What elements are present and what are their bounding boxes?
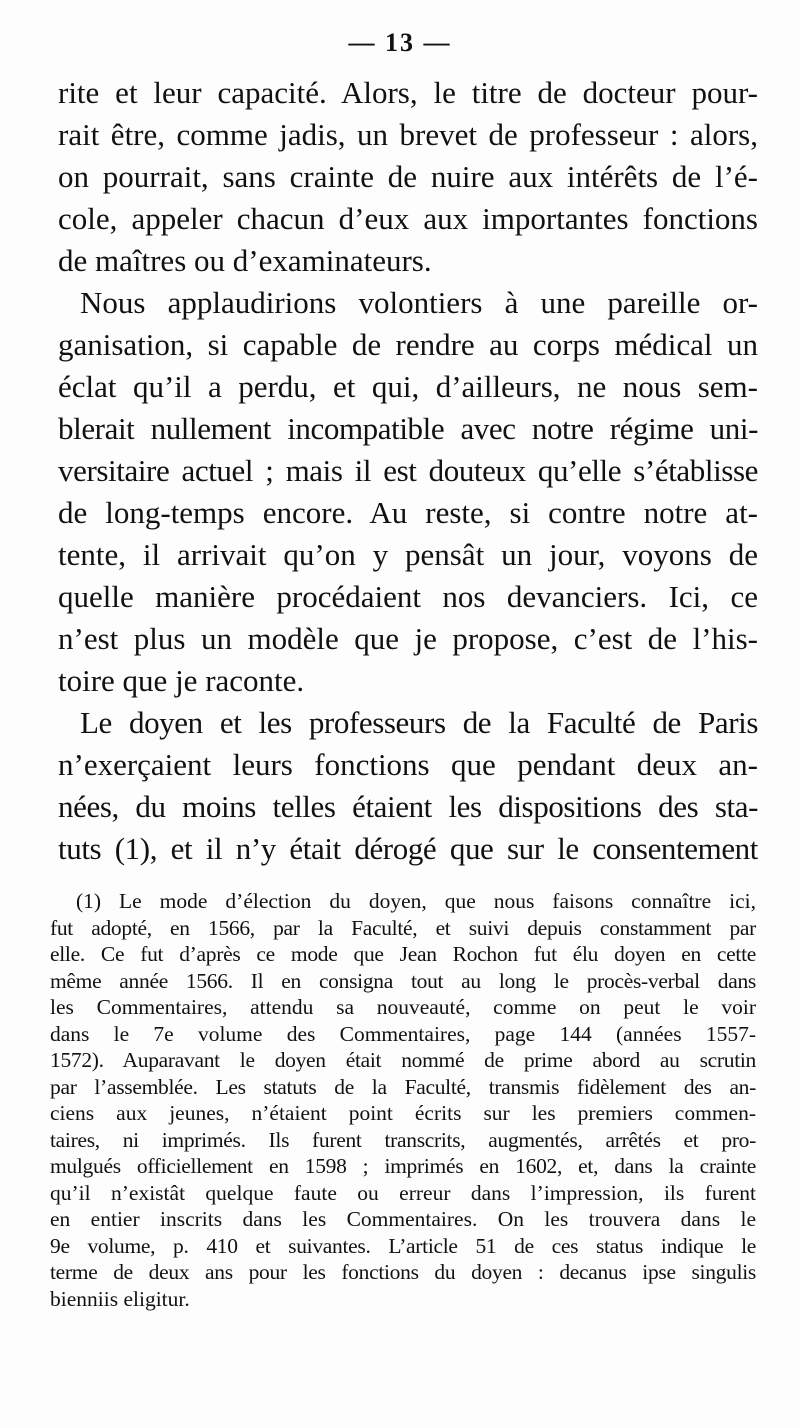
text-line: tente, il arrivait qu’on y pensât un jour, voyons de bbox=[58, 537, 758, 572]
text-line: nées, du moins telles étaient les dispositions des sta- bbox=[58, 789, 758, 824]
text-line: quelle manière procédaient nos devanciers. Ici, ce bbox=[58, 579, 758, 614]
text-line: versitaire actuel ; mais il est douteux qu’elle s’établisse bbox=[58, 453, 758, 488]
footnote-line: par l’assemblée. Les statuts de la Faculté, transmis fidèlement des an- bbox=[50, 1074, 756, 1099]
page-number-header: — 13 — bbox=[348, 28, 452, 57]
footnote-line: en entier inscrits dans les Commentaires. On les trouvera dans le bbox=[50, 1207, 756, 1231]
text-line: éclat qu’il a perdu, et qui, d’ailleurs, ne nous sem- bbox=[58, 369, 758, 404]
text-line: toire que je raconte. bbox=[58, 663, 305, 698]
footnote-line: 9e volume, p. 410 et suivantes. L’article 51 de ces status indique le bbox=[50, 1233, 756, 1258]
text-line: de long-temps encore. Au reste, si contre notre at- bbox=[58, 495, 758, 530]
footnote-line: dans le 7e volume des Commentaires, page 144 (années 1557- bbox=[50, 1021, 756, 1046]
footnote-line: mulgués officiellement en 1598 ; imprimés en 1602, et, dans la crainte bbox=[50, 1154, 756, 1178]
text-line: n’est plus un modèle que je propose, c’est de l’his- bbox=[58, 621, 758, 656]
text-line: Le doyen et les professeurs de la Faculté de Paris bbox=[80, 705, 758, 740]
footnote-line: fut adopté, en 1566, par la Faculté, et suivi depuis constamment par bbox=[50, 915, 756, 940]
text-line: ganisation, si capable de rendre au corps médical un bbox=[58, 327, 758, 362]
footnote-line: elle. Ce fut d’après ce mode que Jean Rochon fut élu doyen en cette bbox=[50, 942, 756, 966]
text-line: on pourrait, sans crainte de nuire aux intérêts de l’é- bbox=[58, 159, 758, 194]
footnote-line: 1572). Auparavant le doyen était nommé de prime abord au scrutin bbox=[50, 1048, 756, 1072]
footnote-line: taires, ni imprimés. Ils furent transcrits, augmentés, arrêtés et pro- bbox=[50, 1127, 756, 1152]
text-line: Nous applaudirions volontiers à une pareille or- bbox=[80, 285, 758, 320]
footnote-line: (1) Le mode d’élection du doyen, que nous faisons connaître ici, bbox=[76, 889, 756, 913]
text-line: n’exerçaient leurs fonctions que pendant deux an- bbox=[58, 747, 758, 782]
footnote-line: terme de deux ans pour les fonctions du doyen : decanus ipse singulis bbox=[50, 1260, 756, 1284]
text-line: rite et leur capacité. Alors, le titre de docteur pour- bbox=[58, 75, 758, 110]
main-text bbox=[58, 72, 758, 870]
footnote-line: bienniis eligitur. bbox=[50, 1286, 190, 1311]
footnote-line: même année 1566. Il en consigna tout au long le procès-verbal dans bbox=[50, 968, 756, 993]
text-line: blerait nullement incompatible avec notre régime uni- bbox=[58, 411, 758, 446]
footnote-line: les Commentaires, attendu sa nouveauté, comme on peut le voir bbox=[50, 995, 756, 1019]
footnote-line: qu’il n’existât quelque faute ou erreur dans l’impression, ils furent bbox=[50, 1180, 756, 1205]
text-line: rait être, comme jadis, un brevet de professeur : alors, bbox=[58, 117, 758, 152]
text-line: cole, appeler chacun d’eux aux importantes fonctions bbox=[58, 201, 758, 236]
footnote bbox=[50, 888, 756, 1312]
text-line: tuts (1), et il n’y était dérogé que sur le consentement bbox=[58, 831, 758, 866]
text-line: de maîtres ou d’examinateurs. bbox=[58, 243, 432, 278]
footnote-line: ciens aux jeunes, n’étaient point écrits sur les premiers commen- bbox=[50, 1101, 756, 1125]
